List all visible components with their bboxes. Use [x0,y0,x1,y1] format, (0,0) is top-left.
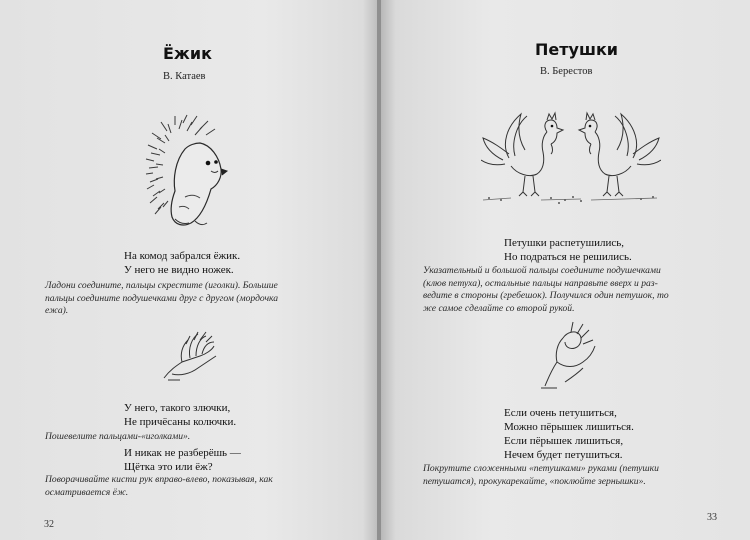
instruction-note [45,280,278,318]
hedgehog-icon [145,113,235,231]
verse-line: Но подраться не решились. [504,251,632,263]
verse-stanza [504,406,634,462]
note-line: Покрутите сложенными «петушками» руками (петушки [423,463,659,474]
page-title: Петушки [535,40,619,59]
page-number: 33 [707,512,717,523]
verse-line: У него, такого злючки, [124,402,231,414]
note-line: ежа). [45,305,69,316]
note-line: ведите в стороны (гребешок). Получился один петушок, то [423,290,669,301]
note-line: Поворачивайте кисти рук вправо-влево, показывая, как [45,474,273,485]
note-line: осматривается ёж. [45,486,129,498]
verse-stanza [504,236,632,264]
verse-stanza [124,249,240,277]
verse-line: Если очень петушиться, [504,407,617,419]
verse-line: Щётка это или ёж? [124,461,213,473]
instruction-note [423,265,669,315]
hand-gesture-icon [160,326,220,382]
verse-line: Если пёрышек лишиться, [504,435,624,447]
instruction-note [45,431,190,444]
note-line: Пошевелите пальцами-«иголками». [45,431,191,442]
verse-line: Нечем будет петушиться. [504,449,623,461]
author: В. Берестов [540,66,593,77]
right-page [381,0,750,540]
hand-gesture-icon [535,320,605,390]
verse-line: Не причёсаны колючки. [124,416,237,428]
note-line: (клюв петуха), остальные пальцы направьте вверх и раз- [423,277,658,289]
verse-line: У него не видно ножек. [124,264,234,276]
page-number: 32 [44,519,54,530]
verse-stanza [124,401,236,429]
note-line: же самое сделайте со второй рукой. [423,302,575,314]
author: В. Катаев [163,71,206,82]
verse-stanza [124,446,241,474]
verse-line: Можно пёрышек лишиться. [504,421,634,433]
instruction-note [45,474,273,499]
note-line: Ладони соедините, пальцы скрестите (иголки). Большие [45,280,278,291]
note-line: петушатся), прокукарекайте, «поклюйте зернышки». [423,475,646,487]
page-title: Ёжик [163,44,212,63]
instruction-note [423,463,659,488]
roosters-icon [481,108,661,208]
note-line: Указательный и большой пальцы соедините подушечками [423,265,661,276]
verse-line: Петушки распетушились, [504,237,625,249]
verse-line: На комод забрался ёжик. [124,250,241,262]
verse-line: И никак не разберёшь — [124,447,241,459]
note-line: пальцы соедините подушечками друг с другом (мордочка [45,292,279,304]
